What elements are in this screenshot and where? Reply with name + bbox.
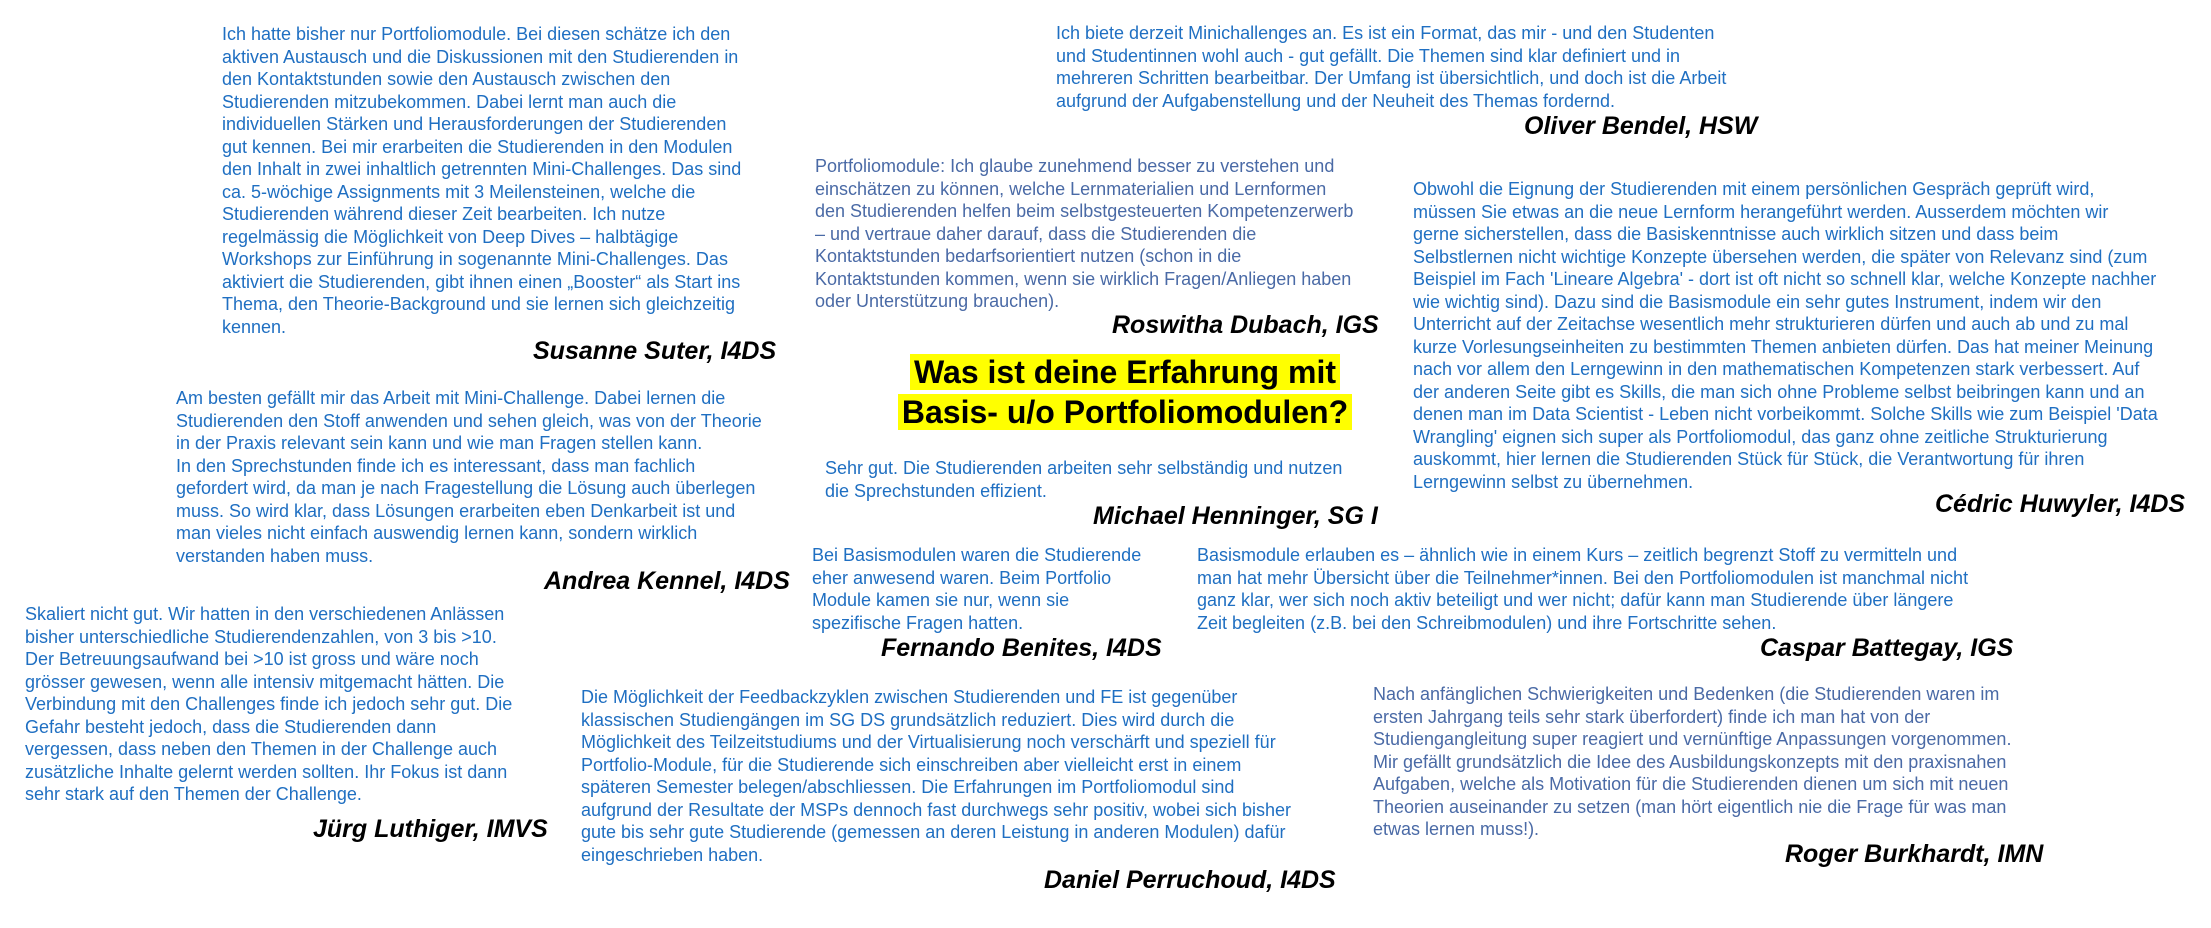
quote-author-luthiger: Jürg Luthiger, IMVS xyxy=(313,815,548,843)
quote-text-perruchoud: Die Möglichkeit der Feedbackzyklen zwischen Studierenden und FE ist gegenüber klassischen Studiengängen im SG DS grundsätzlich reduziert. Dies wird durch die Möglichkeit des Teilzeitstudiums und der Virtualisierung noch verschärft und speziell für Portfolio-Module, für die Studierende sich einschreiben aber vielleicht erst in einem späteren Semester belegen/abschliessen. Die Erfahrungen im Portfoliomodul sind aufgrund der Resultate der MSPs dennoch fast durchwegs sehr positiv, wobei sich bisher gute bis sehr gute Studierende (gemessen an deren Leistung in anderen Modulen) dafür eingeschrieben haben. xyxy=(581,687,1292,865)
quote-author-suter: Susanne Suter, I4DS xyxy=(533,337,777,365)
quote-text-huwyler: Obwohl die Eignung der Studierenden mit einem persönlichen Gespräch geprüft wird, müssen Sie etwas an die neue Lernform herangeführt werden. Ausserdem möchten wir gerne sicherstellen, dass die Basiskenntnisse auch wirklich sitzen und dass beim Selbstlernen nicht wichtige Konzepte übersehen werden, die später von Relevanz sind (zum Beispiel im Fach 'Lineare Algebra' - dort ist oft nicht so schnell klar, welche Konzepte nachher wie wichtig sind). Dazu sind die Basismodule ein sehr gutes Instrument, indem wir den Unterricht auf der Zeitachse wesentlich mehr strukturieren dürfen und auch ab und zu mal kurze Vorlesungseinheiten zu bestimmten Themen anbieten dürfen. Das hat meiner Meinung nach vor allem den Lerngewinn in den mathematischen Kompetenzen stark verbessert. Auf der anderen Seite gibt es Skills, die man sich ohne Probleme selbst beibringen kann und an denen man im Data Scientist - Leben nicht vorbeikommt. Solche Skills wie zum Beispiel 'Data Wrangling' eignen sich super als Portfoliomodul, das ganz ohne zeitliche Strukturierung auskommt, hier lernen die Studierenden Stück für Stück, die Verantwortung für ihren Lerngewinn selbst zu übernehmen. xyxy=(1413,179,2158,492)
quote-text-battegay: Basismodule erlauben es – ähnlich wie in einem Kurs – zeitlich begrenzt Stoff zu vermitteln und man hat mehr Übersicht über die Teilnehmer*innen. Bei den Portfoliomodulen ist manchmal nicht ganz klar, wer sich noch aktiv beteiligt und wer nicht; dafür kann man Studierende über längere Zeit begleiten (z.B. bei den Schreibmodulen) und ihre Fortschritte sehen. xyxy=(1197,545,1969,633)
quote-author-kennel: Andrea Kennel, I4DS xyxy=(544,567,790,595)
quote-author-bendel: Oliver Bendel, HSW xyxy=(1524,112,1758,140)
quote-text-burkhardt: Nach anfänglichen Schwierigkeiten und Bedenken (die Studierenden waren im ersten Jahrgang teils sehr stark überfordert) finde ich man hat von der Studiengangleitung super reagiert und vernünftige Anpassungen vorgenommen. Mir gefällt grundsätzlich die Idee des Ausbildungskonzepts mit den praxisnahen Aufgaben, welche als Motivation für die Studierenden dienen um sich mit neuen Theorien auseinander zu setzen (man hört eigentlich nie die Frage für was man etwas lernen muss!). xyxy=(1373,684,2012,839)
quote-text-bendel: Ich biete derzeit Minichallenges an. Es ist ein Format, das mir - und den Studenten und Studentinnen wohl auch - gut gefällt. Die Themen sind klar definiert und in mehreren Schritten bearbeitbar. Der Umfang ist übersichtlich, und doch ist die Arbeit aufgrund der Aufgabenstellung und der Neuheit des Themas fordernd. xyxy=(1056,23,1727,111)
quote-author-burkhardt: Roger Burkhardt, IMN xyxy=(1785,840,2044,868)
quote-author-huwyler: Cédric Huwyler, I4DS xyxy=(1935,490,2186,518)
quote-author-perruchoud: Daniel Perruchoud, I4DS xyxy=(1044,866,1336,894)
quote-author-dubach: Roswitha Dubach, IGS xyxy=(1112,311,1379,339)
page-title xyxy=(880,352,1370,432)
title-line-2: Basis- u/o Portfoliomodulen? xyxy=(898,394,1352,430)
quote-text-suter: Ich hatte bisher nur Portfoliomodule. Bei diesen schätze ich den aktiven Austausch und die Diskussionen mit den Studierenden in den Kontaktstunden sowie den Austausch zwischen den Studierenden mitzubekommen. Dabei lernt man auch die individuellen Stärken und Herausforderungen der Studierenden gut kennen. Bei mir erarbeiten die Studierenden in den Modulen den Inhalt in zwei inhaltlich getrennten Mini-Challenges. Das sind ca. 5-wöchige Assignments mit 3 Meilensteinen, welche die Studierenden während dieser Zeit bearbeiten. Ich nutze regelmässig die Möglichkeit von Deep Dives – halbtägige Workshops zur Einführung in sogenannte Mini-Challenges. Das aktiviert die Studierenden, gibt ihnen einen „Booster“ als Start ins Thema, den Theorie-Background und sie lernen sich gleichzeitig kennen. xyxy=(222,24,742,337)
quote-text-henninger: Sehr gut. Die Studierenden arbeiten sehr selbständig und nutzen die Sprechstunden effizient. xyxy=(825,458,1343,501)
quote-author-benites: Fernando Benites, I4DS xyxy=(881,634,1162,662)
quote-text-benites: Bei Basismodulen waren die Studierende eher anwesend waren. Beim Portfolio Module kamen sie nur, wenn sie spezifische Fragen hatten. xyxy=(812,545,1142,633)
quote-author-battegay: Caspar Battegay, IGS xyxy=(1760,634,2014,662)
quote-text-luthiger: Skaliert nicht gut. Wir hatten in den verschiedenen Anlässen bisher unterschiedliche Studierendenzahlen, von 3 bis >10. Der Betreuungsaufwand bei >10 ist gross und wäre noch grösser gewesen, wenn alle intensiv mitgemacht hätten. Die Verbindung mit den Challenges finde ich jedoch sehr gut. Die Gefahr besteht jedoch, dass die Studierenden dann vergessen, dass neben den Themen in der Challenge auch zusätzliche Inhalte gelernt werden sollten. Ihr Fokus ist dann sehr stark auf den Themen der Challenge. xyxy=(25,604,513,804)
quote-text-dubach: Portfoliomodule: Ich glaube zunehmend besser zu verstehen und einschätzen zu können, welche Lernmaterialien und Lernformen den Studierenden helfen beim selbstgesteuerten Kompetenzerwerb – und vertraue daher darauf, dass die Studierenden die Kontaktstunden bedarfsorientiert nutzen (schon in die Kontaktstunden kommen, wenn sie wirklich Fragen/Anliegen haben oder Unterstützung brauchen). xyxy=(815,156,1354,311)
title-line-1: Was ist deine Erfahrung mit xyxy=(910,354,1340,390)
quote-text-kennel: Am besten gefällt mir das Arbeit mit Mini-Challenge. Dabei lernen die Studierenden den Stoff anwenden und sehen gleich, was von der Theorie in der Praxis relevant sein kann und wie man Fragen stellen kann. In den Sprechstunden finde ich es interessant, dass man fachlich gefordert wird, da man je nach Fragestellung die Lösung auch überlegen muss. So wird klar, dass Lösungen erarbeiten eben Denkarbeit ist und man vieles nicht einfach auswendig lernen kann, sondern wirklich verstanden haben muss. xyxy=(176,388,762,566)
quote-author-henninger: Michael Henninger, SG I xyxy=(1093,502,1378,530)
